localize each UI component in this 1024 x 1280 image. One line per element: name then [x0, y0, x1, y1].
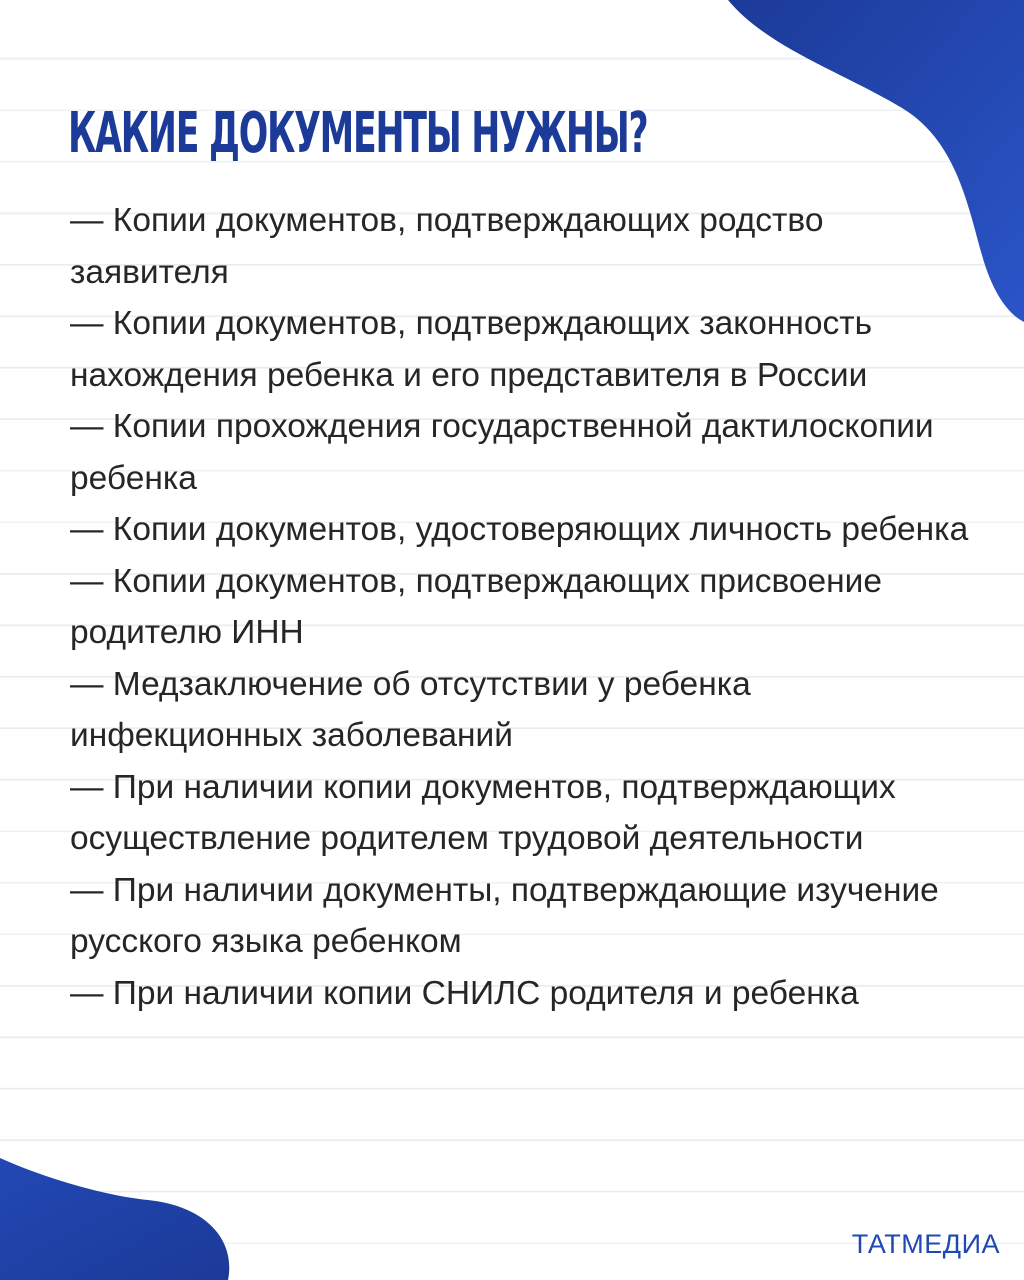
list-item: — Копии прохождения государственной дактилоскопии ребенка [70, 408, 934, 497]
page-title: КАКИЕ ДОКУМЕНТЫ НУЖНЫ? [68, 101, 648, 166]
list-item: — При наличии копии документов, подтверждающих осуществление родителем трудовой деятельности [70, 768, 896, 857]
list-item: — Медзаключение об отсутствии у ребенка инфекционных заболеваний [70, 665, 751, 754]
list-item: — Копии документов, подтверждающих присвоение родителю ИНН [70, 562, 882, 651]
list-item: — Копии документов, подтверждающих родство заявителя [70, 202, 824, 291]
list-item: — Копии документов, удостоверяющих личность ребенка [70, 511, 969, 548]
document-list [70, 195, 970, 1019]
list-item: — При наличии документы, подтверждающие изучение русского языка ребенком [70, 871, 939, 960]
brand-logo-text: ТАТМЕДИА [851, 1229, 1000, 1259]
list-item: — При наличии копии СНИЛС родителя и ребенка [70, 974, 859, 1012]
bottom-left-blob [0, 1158, 229, 1280]
list-item: — Копии документов, подтверждающих законность нахождения ребенка и его представителя в России [70, 305, 873, 394]
